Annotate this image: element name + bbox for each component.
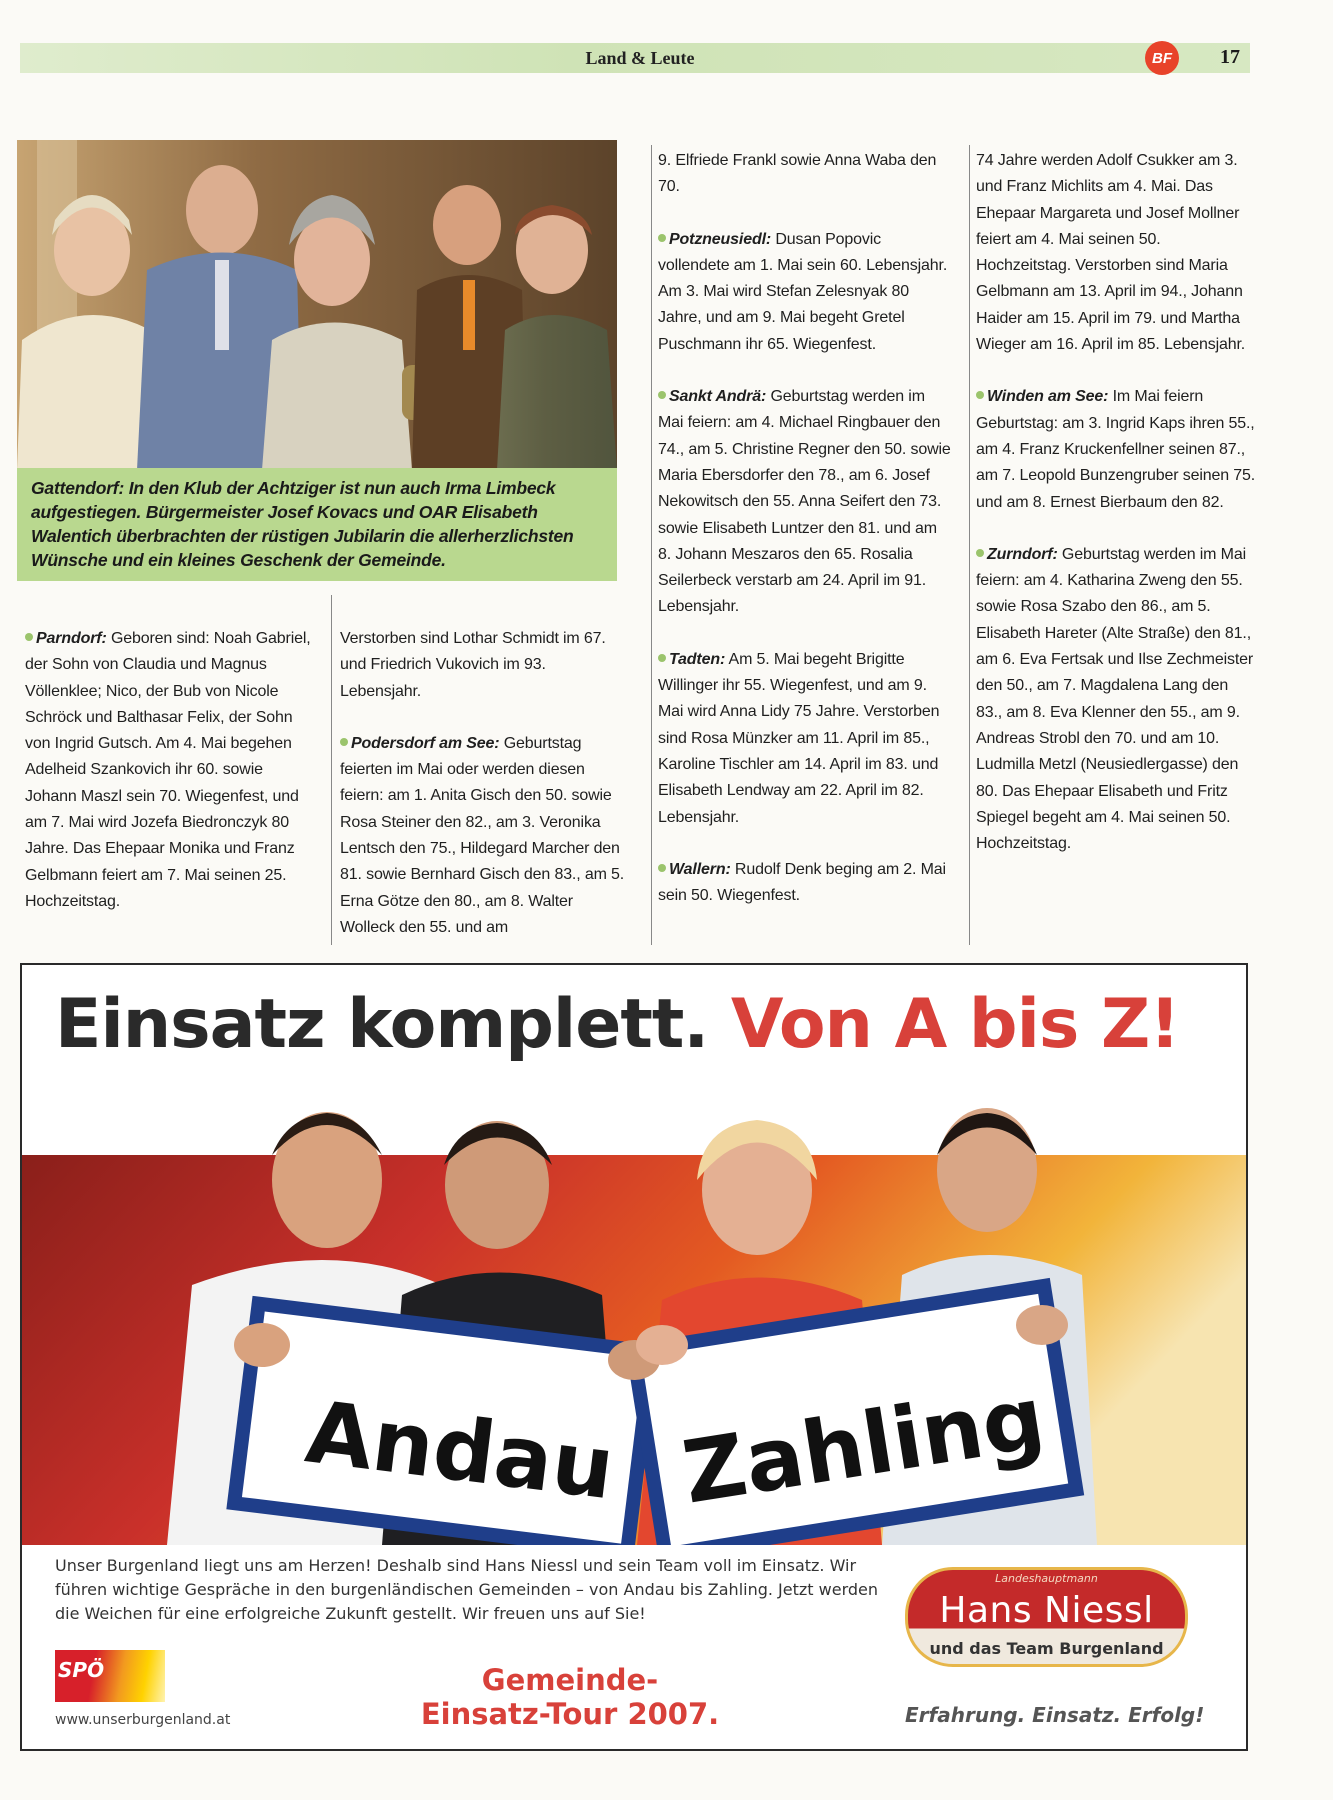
ad-headline-part1: Einsatz komplett. xyxy=(55,985,709,1064)
article-column-3 xyxy=(658,148,953,935)
column-divider xyxy=(651,145,652,945)
page-number: 17 xyxy=(1220,46,1240,68)
article-column-2 xyxy=(340,626,630,967)
sign-left-text: Andau xyxy=(300,1382,620,1520)
entry-text: Im Mai feiern Geburtstag: am 3. Ingrid Kaps ihren 55., am 4. Franz Kruckenfellner seinen 87., am 7. Leopold Bunzengruber seinen 75. und am 8. Ernest Bierbaum den 82. xyxy=(976,388,1256,511)
entry-text: Geboren sind: Noah Gabriel, der Sohn von Claudia und Magnus Völlenklee; Nico, der Bub von Nicole Schröck und Balthasar Felix, der Sohn von Ingrid Gutsch. Am 4. Mai begehen Adelheid Szankovich ihr 60. sowie Johann Maszl sein 70. Wiegenfest, und am 7. Mai wird Jozefa Biedronczyk 80 Jahre. Das Ehepaar Monika und Franz Gelbmann feiert am 7. Mai seinen 25. Hochzeitstag. xyxy=(25,630,311,910)
sign-right-text: Zahling xyxy=(676,1368,1051,1524)
badge-team: und das Team Burgenland xyxy=(929,1639,1164,1658)
bullet-icon xyxy=(658,234,666,242)
entry-parndorf xyxy=(25,626,315,915)
entry-continued: 9. Elfriede Frankl sowie Anna Waba den 70. xyxy=(658,152,937,196)
tour-title xyxy=(410,1663,730,1731)
entry-text: Dusan Popovic vollendete am 1. Mai sein 60. Lebensjahr. Am 3. Mai wird Stefan Zelesnyak 80 Jahre, und am 9. Mai begeht Gretel Puschmann ihr 65. Wiegenfest. xyxy=(658,230,948,353)
entry-podersdorf xyxy=(340,731,630,941)
place-name: Sankt Andrä: xyxy=(669,388,767,406)
entry-sankt-andrae xyxy=(658,384,953,621)
entry-text: Geburtstag werden im Mai feiern: am 4. Katharina Zweng den 55. sowie Rosa Szabo den 86., am 5. Elisabeth Hareter (Alte Straße) den 81., am 6. Eva Fertsak und Ilse Zechmeister den 50., am 7. Magdalena Lang den 83., am 8. Eva Klenner den 55., am 9. Andreas Strobl den 70. und am 10. Ludmilla Metzl (Neusiedlergasse) den 80. Das Ehepaar Elisabeth und Fritz Spiegel begeht am 4. Mai seinen 50. Hochzeitstag. xyxy=(976,545,1254,853)
entry-zurndorf xyxy=(976,542,1256,858)
entry-continued: Verstorben sind Lothar Schmidt im 67. und Friedrich Vukovich im 93. Lebensjahr. xyxy=(340,630,606,700)
place-name: Zurndorf: xyxy=(987,545,1058,563)
photo-caption: Gattendorf: In den Klub der Achtziger ist nun auch Irma Limbeck aufgestiegen. Bürgermeister Josef Kovacs und OAR Elisabeth Walentich überbrachten der rüstigen Jubilarin die allerherzlichsten Wünsche und ein kleines Geschenk der Gemeinde. xyxy=(31,478,574,570)
bullet-icon xyxy=(658,391,666,399)
ad-body-text: Unser Burgenland liegt uns am Herzen! Deshalb sind Hans Niessl und sein Team voll im Einsatz. Wir führen wichtige Gespräche in den burgenländischen Gemeinden – von Andau bis Zahling. Jetzt werden die Weichen für eine erfolgreiche Zukunft gestellt. Wir freuen uns auf Sie! xyxy=(55,1556,879,1623)
website-link[interactable]: www.unserburgenland.at xyxy=(55,1712,231,1728)
entry-text: Geburtstag werden im Mai feiern: am 4. Michael Ringbauer den 74., am 5. Christine Regner den 50. sowie Maria Ebersdorfer den 78., am 6. Josef Nekowitsch den 55. Anna Seifert den 73. sowie Elisabeth Luntzer den 81. und am 8. Johann Meszaros den 65. Rosalia Seilerbeck verstarb am 24. April im 91. Lebensjahr. xyxy=(658,388,951,616)
entry-wallern xyxy=(658,857,953,910)
badge-name: Hans Niessl xyxy=(939,1590,1154,1631)
column-divider xyxy=(331,595,332,945)
ad-photo xyxy=(22,1085,1246,1545)
entry-potzneusiedl xyxy=(658,227,953,358)
bullet-icon xyxy=(658,864,666,872)
column-divider xyxy=(969,145,970,945)
place-name: Potzneusiedl: xyxy=(669,230,772,248)
place-name: Winden am See: xyxy=(987,388,1109,406)
place-name: Podersdorf am See: xyxy=(351,734,500,752)
entry-winden xyxy=(976,384,1256,515)
bullet-icon xyxy=(976,391,984,399)
entry-text: Geburtstag feierten im Mai oder werden diesen feiern: am 1. Anita Gisch den 50. sowie Rosa Steiner den 82., am 3. Veronika Lentsch den 75., Hildegard Marcher den 81. sowie Bernhard Gisch den 83., am 5. Erna Götze den 80., am 8. Walter Wolleck den 55. und am xyxy=(340,734,625,936)
entry-text: Am 5. Mai begeht Brigitte Willinger ihr 55. Wiegenfest, und am 9. Mai wird Anna Lidy 75 Jahre. Verstorben sind Rosa Münzker am 11. April im 85., Karoline Tischler am 14. April im 83. und Elisabeth Lendway am 22. April im 82. Lebensjahr. xyxy=(658,650,940,826)
bullet-icon xyxy=(658,654,666,662)
place-name: Wallern: xyxy=(669,860,731,878)
article-column-4 xyxy=(976,148,1256,883)
place-name: Tadten: xyxy=(669,650,726,668)
ad-slogan: Erfahrung. Einsatz. Erfolg! xyxy=(905,1703,1205,1727)
ad-headline xyxy=(55,985,1179,1064)
photo-caption-box xyxy=(17,468,617,581)
entry-continued: 74 Jahre werden Adolf Csukker am 3. und Franz Michlits am 4. Mai. Das Ehepaar Margareta und Josef Mollner feiert am 4. Mai seinen 50. Hochzeitstag. Verstorben sind Maria Gelbmann am 13. April im 94., Johann Haider am 15. April im 79. und Martha Wieger am 16. April im 85. Lebensjahr. xyxy=(976,152,1246,354)
tour-line-1: Gemeinde- xyxy=(481,1663,659,1697)
spoe-logo-text: SPÖ xyxy=(58,1658,105,1682)
badge-title: Landeshauptmann xyxy=(995,1572,1098,1585)
ad-headline-part2: Von A bis Z! xyxy=(730,985,1180,1064)
bullet-icon xyxy=(25,633,33,641)
bullet-icon xyxy=(976,549,984,557)
newspaper-logo: BF xyxy=(1145,41,1179,75)
bullet-icon xyxy=(340,738,348,746)
entry-text: Rudolf Denk beging am 2. Mai sein 50. Wiegenfest. xyxy=(658,860,946,905)
place-name: Parndorf: xyxy=(36,630,107,647)
tour-line-2: Einsatz-Tour 2007. xyxy=(420,1697,720,1731)
article-column-1 xyxy=(25,626,315,941)
section-title: Land & Leute xyxy=(585,48,695,68)
group-photo xyxy=(17,140,617,470)
entry-tadten xyxy=(658,647,953,831)
